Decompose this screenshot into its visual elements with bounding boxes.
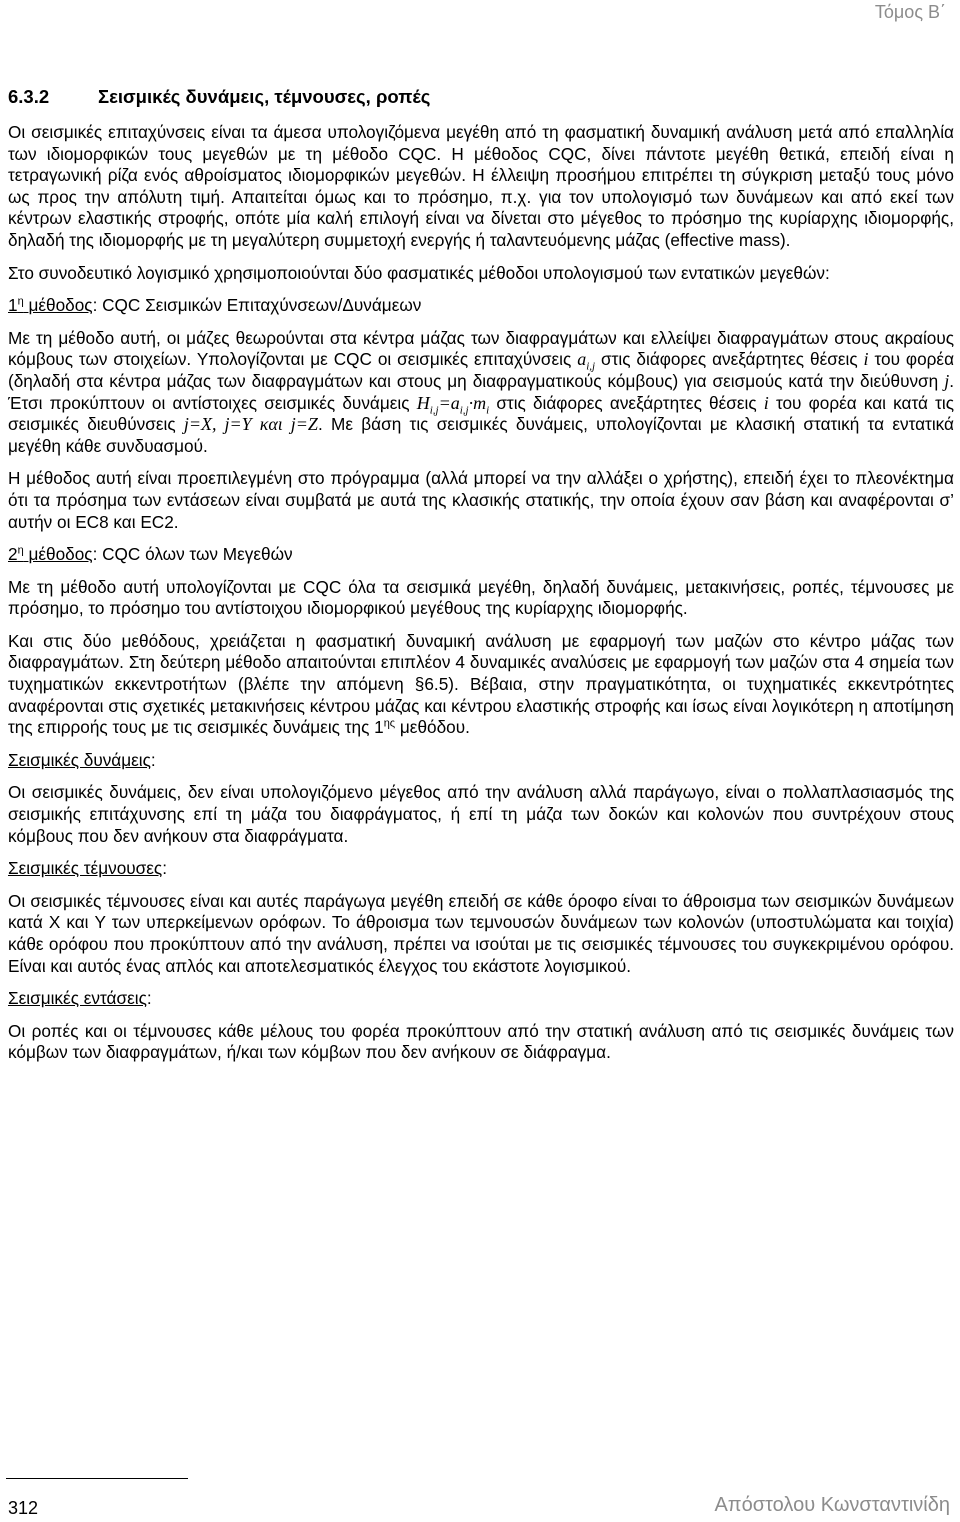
seismic-shear-paragraph: Οι σεισμικές τέμνουσες είναι και αυτές παράγωγα μεγέθη επειδή σε κάθε όροφο είναι το άθροισμα των σεισμικών δυνάμεων κατά X και Y των υπερκείμενων ορόφων. Το άθροισμα των τεμνουσών δυνάμεων των κολονών (υποστυλώματα και τοιχία) κάθε ορόφου που προκύπτουν από την ανάλυση, πρέπει να ισούται με τις σεισμικές τέμνουσες του συγκεκριμένου ορόφου. Είναι και αυτός ένας απλός και αποτελεσματικός έλεγχος του εκάστοτε λογισμικού. [8,890,954,976]
seismic-stress-paragraph: Οι ροπές και οι τέμνουσες κάθε μέλους του φορέα προκύπτουν από την στατική ανάλυση από τις σεισμικές δυνάμεις των κόμβων των διαφραγμάτων, ή/και των κόμβων που δεν ανήκουν σε διάφραγμα. [8,1020,954,1063]
section-title: Σεισμικές δυνάμεις, τέμνουσες, ροπές [98,86,431,107]
section-number: 6.3.2 [8,86,50,107]
footer-author: Απόστολου Κωνσταντινίδη [714,1494,950,1516]
seismic-stress-heading: Σεισμικές εντάσεις: [8,988,152,1009]
seismic-forces-heading: Σεισμικές δυνάμεις: [8,749,156,770]
method-2-ordinal: $2^\eta$ μέθοδος [8,544,93,565]
method-2-heading [8,544,954,566]
position-symbol: i [863,349,869,370]
method-1-paragraph: Με τη μέθοδο αυτή, οι μάζες θεωρούνται στα κέντρα μάζας των διαφραγμάτων και ελλείψει διαφραγμάτων στους ακραίους κόμβους των στοιχείων. Υπολογίζονται με CQC οι σεισμικές επιταχύνσεις $a_{i,j}$ στις διάφορες ανεξάρτητες θέσεις i του φορέα (δηλαδή στα κέντρα μάζας των διαφραγμάτων και στους μη διαφραγματικούς κόμβους) για σεισμούς κατά την διεύθυνση j. Έτσι προκύπτουν οι αντίστοιχες σεισμικές δυνάμεις $H_{i,j}=a_{i,j}\cdot m_i$ στις διάφορες ανεξάρτητες θέσεις i του φορέα και κατά τις σεισμικές διευθύνσεις j=X, j=Y και j=Z. Με βάση τις σεισμικές δυνάμεις, υπολογίζονται με κλασική στατική τα εντατικά μεγέθη κάθε συνδυασμού. [8,327,955,456]
force-formula: $H_{i,j}=a_{i,j}\cdot m_i$ [416,392,490,417]
running-header: Τόμος Β΄ [874,2,946,22]
method-2-paragraph: Με τη μέθοδο αυτή υπολογίζονται με CQC όλα τα σεισμικά μεγέθη, δηλαδή δυνάμεις, μετακινήσεις, ροπές, τέμνουσες με πρόσημο, το πρόσημο του αντίστοιχου ιδιομορφικού μεγέθους της κυρίαρχης ιδιομορφής. [8,576,954,619]
body-content [8,86,954,1075]
method-1-heading [8,295,954,317]
direction-symbol: j [944,370,950,391]
page-number: 312 [8,1498,39,1518]
seismic-shear-heading: Σεισμικές τέμνουσες: [8,858,167,879]
intro-paragraph: Οι σεισμικές επιταχύνσεις είναι τα άμεσα υπολογιζόμενα μεγέθη από τη φασματική δυναμική ανάλυση μετά από επαλληλία των ιδιομορφικών τους μεγεθών με τη μέθοδο CQC. Η μέθοδος CQC, δίνει πάντοτε μεγέθη θετικά, επειδή είναι η τετραγωνική ρίζα ενός αθροίσματος ιδιομορφικών μεγεθών. Η έλλειψη προσήμου επιτρέπει τη σύγκριση μεταξύ τους μόνο ως προς την απόλυτη τιμή. Απαιτείται όμως και το πρόσημο, π.χ. για τον υπολογισμό των δυνάμεων και από εκεί των κέντρων ελαστικής στροφής, οπότε μία καλή επιλογή είναι να δίνεται στο μέγεθος το πρόσημο της κυρίαρχης ιδιομορφής, δηλαδή της ιδιομορφής με τη μεγαλύτερη συμμετοχή ενεργής ή ταλαντευόμενης μάζας (effective mass). [8,122,954,250]
position-symbol-2: i [763,392,769,413]
seismic-forces-paragraph: Οι σεισμικές δυνάμεις, δεν είναι υπολογιζόμενο μέγεθος από την ανάλυση αλλά παράγωγο, είναι ο πολλαπλασιασμός της σεισμικής επιτάχυνσης επί τη μάζα του διαφράγματος, ή επί τη μάζα των δοκών και κολονών που συντρέχουν στους κόμβους που δεν ανήκουν στα διαφράγματα. [8,782,954,846]
method-2-title: : CQC όλων των Μεγεθών [92,544,293,565]
both-methods-paragraph: Και στις δύο μεθόδους, χρειάζεται η φασματική δυναμική ανάλυση με εφαρμογή των μαζών στο κέντρο μάζας των διαφραγμάτων. Στη δεύτερη μέθοδο απαιτούνται επιπλέον 4 δυναμικές αναλύσεις με εφαρμογή των μαζών στα 4 σημεία των τυχηματικών εκκεντροτήτων (βλέπε την απόμενη §6.5). Βέβαια, στην πραγματικότητα, οι τυχηματικές εκκεντρότητες αναφέρονται στις σχετικές μετακινήσεις κέντρου μάζας και κέντρου ελαστικής στροφής και ίσως είναι λογικότερη η αποτίμηση της επιρροής τους με τις σεισμικές δυνάμεις της $1^{\eta\varsigma}$ μεθόδου. [8,630,954,738]
section-heading [8,86,954,108]
method-1-ordinal: $1^\eta$ μέθοδος [8,295,93,316]
default-method-paragraph: Η μέθοδος αυτή είναι προεπιλεγμένη στο πρόγραμμα (αλλά μπορεί να την αλλάξει ο χρήστης), επειδή έχει το πλεονέκτημα ότι τα πρόσημα των εντάσεων είναι συμβατά με αυτά της κλασικής στατικής, την οποία έχουν σαν βάση και αναφέρονται σ’ αυτήν οι EC8 και EC2. [8,468,954,532]
directions-formula: j=X, j=Y και j=Z [183,414,318,435]
methods-intro-paragraph: Στο συνοδευτικό λογισμικό χρησιμοποιούνται δύο φασματικές μέθοδοι υπολογισμού των εντατικών μεγεθών: [8,262,830,283]
acceleration-symbol: $a_{i,j}$ [577,349,596,373]
method-1-title: : CQC Σεισμικών Επιταχύνσεων/Δυνάμεων [92,295,422,316]
footer-divider [6,1478,188,1479]
